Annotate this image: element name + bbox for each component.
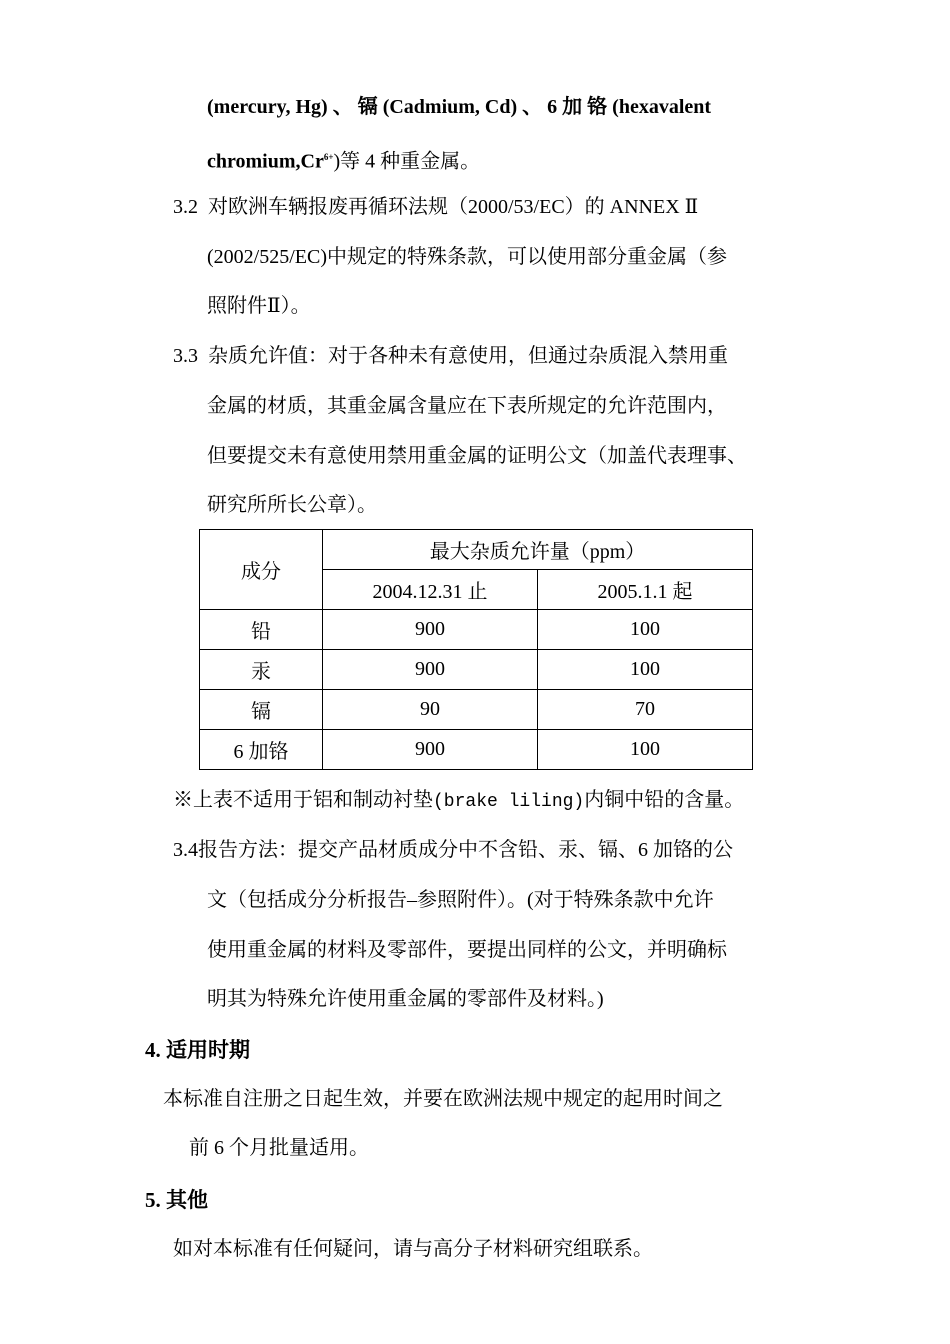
value-cell: 900 <box>323 650 538 690</box>
component-cell: 汞 <box>200 650 323 690</box>
value-cell: 100 <box>538 730 753 770</box>
item-3-3-line-3: 但要提交未有意使用禁用重金属的证明公文（加盖代表理事、 <box>207 445 747 467</box>
item-3-4-line-3: 使用重金属的材料及零部件，要提出同样的公文，并明确标 <box>207 939 727 961</box>
item-3-3-line-1 <box>173 342 728 370</box>
section-4-heading <box>145 1034 250 1064</box>
section-title: 其他 <box>166 1188 208 1212</box>
four-metals-text: )等 4 种重金属。 <box>333 150 481 173</box>
component-cell: 镉 <box>200 690 323 730</box>
continuation-line-2 <box>207 143 480 176</box>
item-3-2-line-3: 照附件Ⅱ）。 <box>207 295 311 317</box>
cadmium-zh: 镉 <box>357 96 378 118</box>
value-cell: 70 <box>538 690 753 730</box>
item-3-4-line-2: 文（包括成分分析报告–参照附件）。(对于特殊条款中允许 <box>207 889 714 911</box>
hexavalent-text: (hexavalent <box>612 96 712 118</box>
item-3-3-line-4: 研究所所长公章）。 <box>207 494 377 516</box>
separator: 、 <box>522 96 543 118</box>
separator: 、 <box>332 96 353 118</box>
item-3-2-line-1 <box>173 193 698 221</box>
item-3-2-line-2: (2002/525/EC)中规定的特殊条款，可以使用部分重金属（参 <box>207 246 727 268</box>
item-text: 报告方法：提交产品材质成分中不含铅、汞、镉、6 加铬的公 <box>198 839 733 861</box>
value-cell: 100 <box>538 650 753 690</box>
note-suffix: 内铜中铅的含量。 <box>584 789 745 811</box>
chromium-zh: 6 加 铬 <box>547 96 608 118</box>
section-4-line-2: 前 6 个月批量适用。 <box>189 1137 369 1159</box>
section-title: 适用时期 <box>166 1038 250 1062</box>
component-cell: 6 加铬 <box>200 730 323 770</box>
item-3-3-line-2: 金属的材质，其重金属含量应在下表所规定的允许范围内， <box>207 395 727 417</box>
value-cell: 90 <box>323 690 538 730</box>
item-text: 对欧洲车辆报废再循环法规（2000/53/EC）的 ANNEX Ⅱ <box>208 196 699 218</box>
period-header-from-2005: 2005.1.1 起 <box>538 570 753 610</box>
value-cell: 900 <box>323 610 538 650</box>
component-header: 成分 <box>200 530 323 610</box>
impurity-limit-table <box>199 529 753 770</box>
item-3-4-line-4: 明其为特殊允许使用重金属的零部件及材料。) <box>207 988 604 1010</box>
section-5-heading <box>145 1184 208 1214</box>
section-5-line-1: 如对本标准有任何疑问，请与高分子材料研究组联系。 <box>173 1238 653 1260</box>
item-number: 3.4 <box>173 839 198 861</box>
item-text: 杂质允许值：对于各种未有意使用，但通过杂质混入禁用重 <box>208 345 728 367</box>
table-note <box>173 786 744 816</box>
item-number: 3.3 <box>173 345 198 367</box>
value-cell: 100 <box>538 610 753 650</box>
continuation-line-1 <box>207 93 711 121</box>
table-row <box>200 610 753 650</box>
cadmium-text: (Cadmium, Cd) <box>382 96 518 118</box>
item-number: 3.2 <box>173 196 198 218</box>
section-number: 5. <box>145 1188 161 1212</box>
table-row <box>200 730 753 770</box>
table-row <box>200 650 753 690</box>
mercury-text: (mercury, Hg) <box>207 96 328 118</box>
max-impurity-header: 最大杂质允许量（ppm） <box>323 530 753 570</box>
table-row <box>200 690 753 730</box>
note-brake-lining: (brake liling) <box>433 792 585 812</box>
note-prefix: ※上表不适用于铝和制动衬垫 <box>173 789 433 811</box>
period-header-until-2004: 2004.12.31 止 <box>323 570 538 610</box>
value-cell: 900 <box>323 730 538 770</box>
section-4-line-1: 本标准自注册之日起生效，并要在欧洲法规中规定的起用时间之 <box>163 1088 723 1110</box>
component-cell: 铅 <box>200 610 323 650</box>
superscript: 6+ <box>323 152 334 162</box>
chromium-text: chromium,Cr <box>207 150 324 173</box>
section-number: 4. <box>145 1038 161 1062</box>
item-3-4-line-1 <box>173 836 733 864</box>
